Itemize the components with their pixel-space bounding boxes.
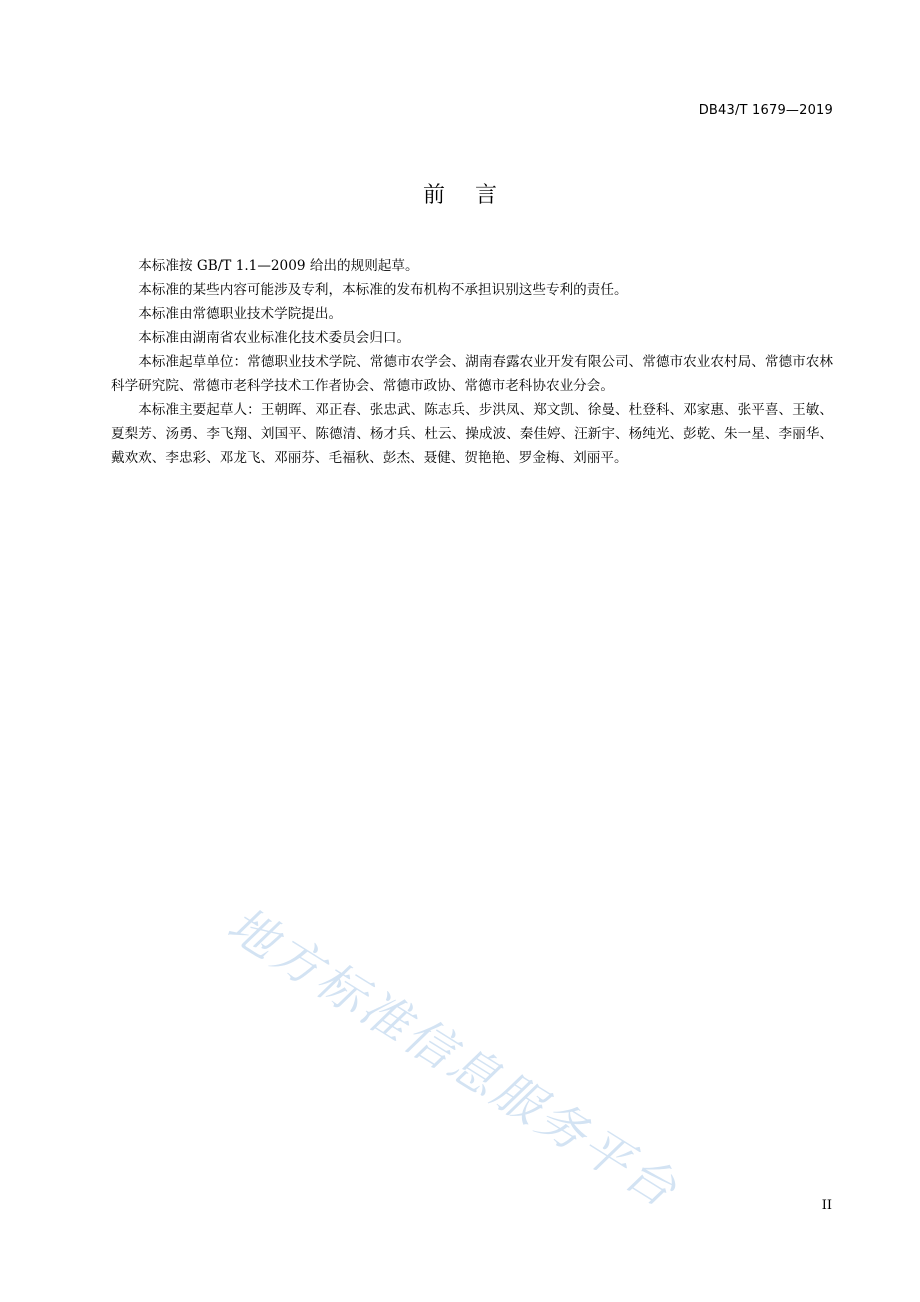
paragraph-drafters: 本标准主要起草人：王朝晖、邓正春、张忠武、陈志兵、步洪凤、郑文凯、徐曼、杜登科、邓家惠、张平喜、王敏、夏梨芳、汤勇、李飞翔、刘国平、陈德清、杨才兵、杜云、操成波、秦佳婷、汪新宇、杨纯光、彭乾、朱一星、李丽华、戴欢欢、李忠彩、邓龙飞、邓丽芬、毛福秋、彭杰、聂健、贺艳艳、罗金梅、刘丽平。: [111, 402, 833, 466]
paragraph-administrator: 本标准由湖南省农业标准化技术委员会归口。: [138, 330, 411, 346]
paragraph-drafting-rules: 本标准按 GB/T 1.1—2009 给出的规则起草。: [138, 258, 419, 274]
foreword-body: [111, 254, 833, 470]
standard-code: DB43/T 1679—2019: [698, 103, 833, 118]
watermark: 地方标准信息服务平台: [217, 896, 689, 1220]
paragraph-drafting-units: 本标准起草单位：常德职业技术学院、常德市农学会、湖南春露农业开发有限公司、常德市农业农村局、常德市农林科学研究院、常德市老科学技术工作者协会、常德市政协、常德市老科协农业分会。: [111, 354, 833, 394]
page-title: 前言: [422, 183, 527, 208]
page-number: II: [821, 1198, 832, 1213]
paragraph-proposer: 本标准由常德职业技术学院提出。: [138, 306, 343, 322]
paragraph-patent-notice: 本标准的某些内容可能涉及专利，本标准的发布机构不承担识别这些专利的责任。: [138, 282, 628, 298]
